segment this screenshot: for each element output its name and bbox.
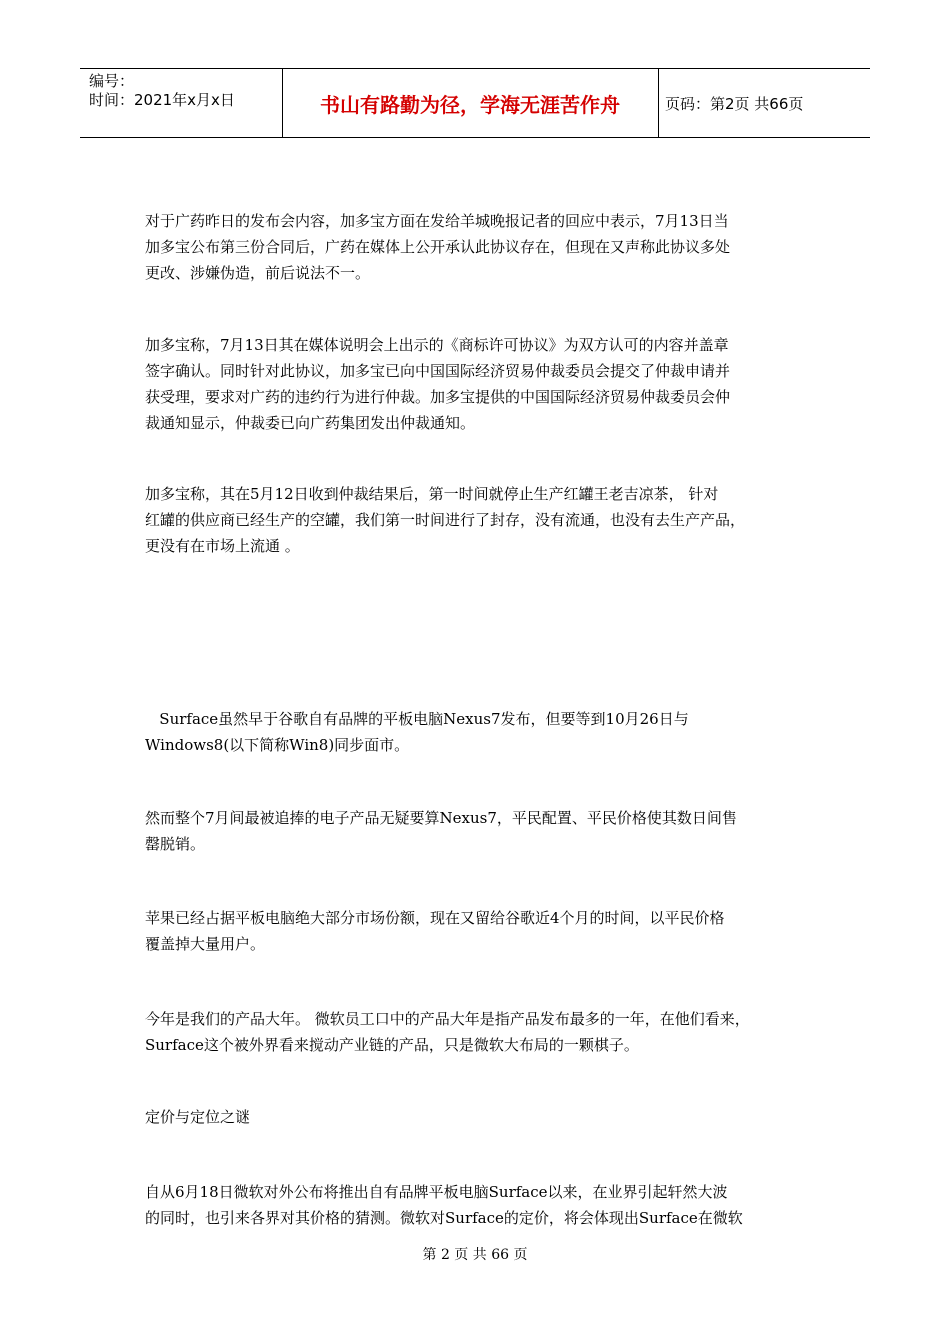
section-heading-text: 定价与定位之谜 — [145, 1108, 251, 1126]
paragraph-6 — [145, 905, 805, 957]
paragraph-line: 自从6月18日微软对外公布将推出自有品牌平板电脑Surface以来，在业界引起轩然大波 — [145, 1183, 728, 1201]
paragraph-line: 罄脱销。 — [145, 835, 206, 853]
paragraph-line: 加多宝公布第三份合同后，广药在媒体上公开承认此协议存在，但现在又声称此协议多处 — [145, 238, 731, 256]
header-motto-cell — [282, 69, 659, 137]
header-info-cell — [80, 69, 283, 137]
paragraph-line: 裁通知显示，仲裁委已向广药集团发出仲裁通知。 — [145, 414, 476, 432]
paragraph-3 — [145, 481, 805, 559]
paragraph-4 — [145, 706, 805, 758]
paragraph-line: 加多宝称，7月13日其在媒体说明会上出示的《商标许可协议》为双方认可的内容并盖章 — [145, 336, 729, 354]
paragraph-line: 今年是我们的产品大年。 微软员工口中的产品大年是指产品发布最多的一年，在他们看来， — [145, 1010, 750, 1028]
paragraph-line: Surface这个被外界看来搅动产业链的产品，只是微软大布局的一颗棋子。 — [145, 1036, 639, 1054]
paragraph-line: 然而整个7月间最被追捧的电子产品无疑要算Nexus7，平民配置、平民价格使其数日间售 — [145, 809, 737, 827]
header-page-cell — [658, 69, 870, 137]
page-footer: 第 2 页 共 66 页 — [422, 1247, 528, 1263]
paragraph-line: 更改、涉嫌伪造，前后说法不一。 — [145, 264, 371, 282]
document-number-label: 编号： — [89, 72, 135, 90]
paragraph-line: 更没有在市场上流通 。 — [145, 537, 300, 555]
paragraph-line: 加多宝称，其在5月12日收到仲裁结果后，第一时间就停止生产红罐王老吉凉茶， 针对 — [145, 485, 719, 503]
header-page-code: 页码：第2页 共66页 — [665, 95, 804, 113]
paragraph-5 — [145, 805, 805, 857]
paragraph-line: 的同时，也引来各界对其价格的猜测。微软对Surface的定价，将会体现出Surface在微软 — [145, 1209, 743, 1227]
paragraph-line: 获受理，要求对广药的违约行为进行仲裁。加多宝提供的中国国际经济贸易仲裁委员会仲 — [145, 388, 731, 406]
document-time-label: 时间：2021年x月x日 — [89, 91, 235, 109]
paragraph-line: Surface虽然早于谷歌自有品牌的平板电脑Nexus7发布，但要等到10月26日与 — [145, 710, 689, 728]
paragraph-line: Windows8(以下简称Win8)同步面市。 — [145, 736, 410, 754]
paragraph-line: 红罐的供应商已经生产的空罐，我们第一时间进行了封存，没有流通，也没有去生产产品， — [145, 511, 746, 529]
paragraph-line: 签字确认。同时针对此协议，加多宝已向中国国际经济贸易仲裁委员会提交了仲裁申请并 — [145, 362, 731, 380]
paragraph-1 — [145, 208, 805, 286]
paragraph-line: 覆盖掉大量用户。 — [145, 935, 266, 953]
paragraph-9 — [145, 1179, 805, 1231]
paragraph-line: 苹果已经占据平板电脑绝大部分市场份额，现在又留给谷歌近4个月的时间，以平民价格 — [145, 909, 725, 927]
header-motto: 书山有路勤为径，学海无涯苦作舟 — [320, 93, 620, 117]
paragraph-line: 对于广药昨日的发布会内容，加多宝方面在发给羊城晚报记者的回应中表示，7月13日当 — [145, 212, 729, 230]
page-header — [80, 68, 870, 138]
paragraph-2 — [145, 332, 805, 436]
paragraph-7 — [145, 1006, 805, 1058]
section-heading — [145, 1104, 805, 1130]
